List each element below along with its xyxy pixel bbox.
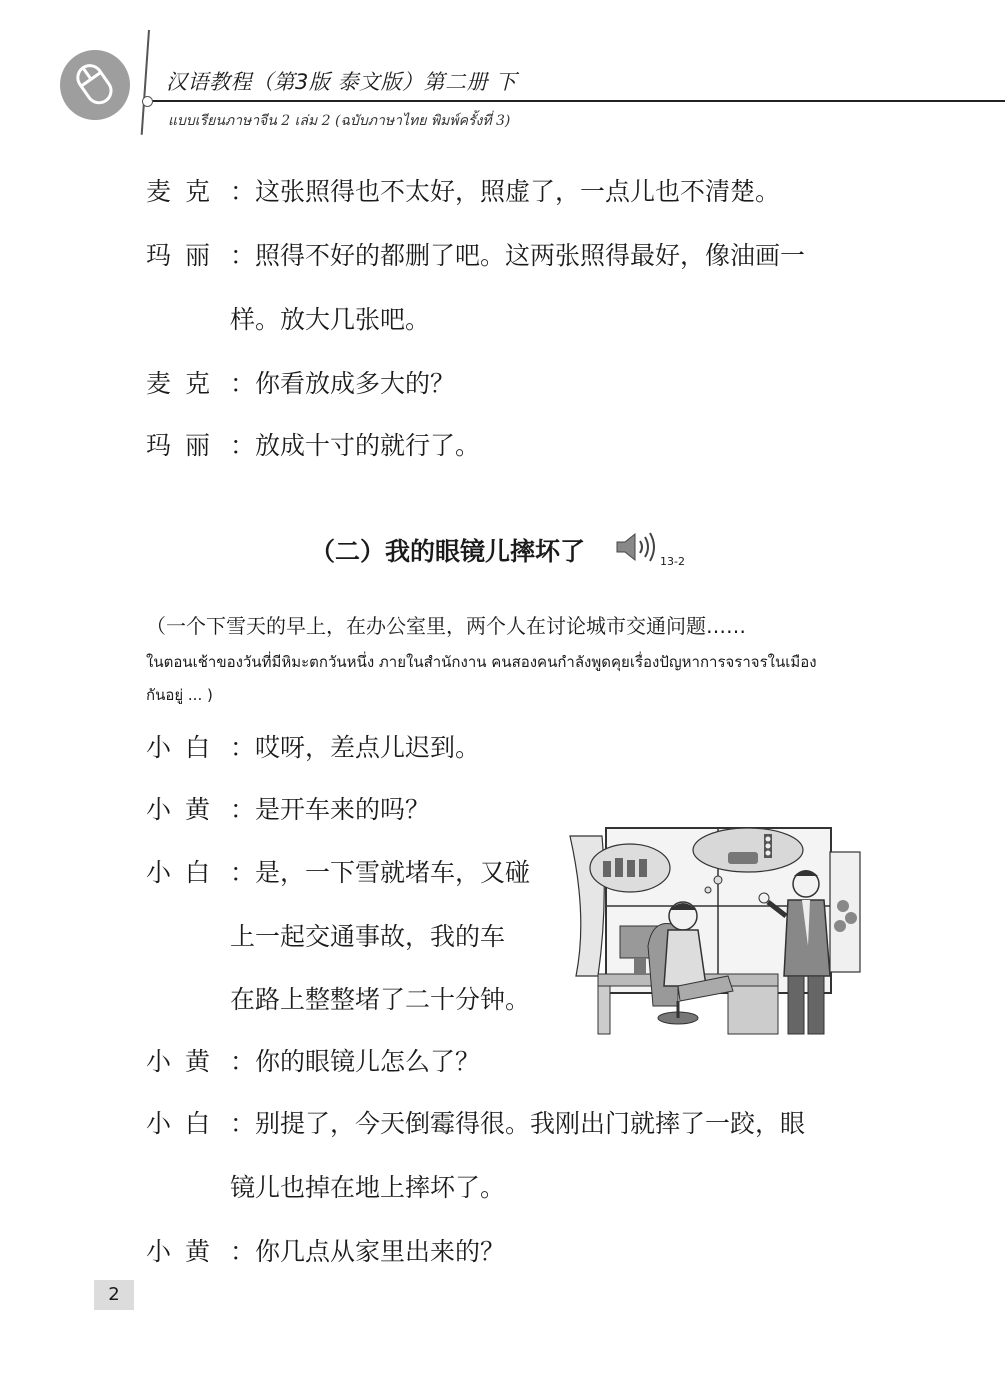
dialogue-text: 放成十寸的就行了。 bbox=[255, 431, 481, 460]
speaker-name: 小白 bbox=[146, 733, 225, 762]
dialogue-text: 你的眼镜儿怎么了？ bbox=[255, 1047, 481, 1076]
speaker-name: 麦克 bbox=[146, 177, 225, 206]
dialogue-text: 哎呀，差点儿迟到。 bbox=[255, 733, 481, 762]
dialogue-text: 是，一下雪就堵车，又碰 bbox=[255, 858, 531, 887]
scene-note-chinese: （一个下雪天的早上，在办公室里，两个人在讨论城市交通问题…… bbox=[146, 614, 746, 638]
dialogue-line: 麦克 ：这张照得也不太好，照虚了，一点儿也不清楚。 bbox=[146, 172, 780, 208]
speaker-name: 玛丽 bbox=[146, 431, 225, 460]
dialogue-line: 小白 ：哎呀，差点儿迟到。 bbox=[146, 728, 480, 764]
dialogue-text: 你看放成多大的？ bbox=[255, 369, 456, 398]
dialogue-continuation: 在路上整整堵了二十分钟。 bbox=[230, 985, 531, 1014]
dialogue-line: 小黄 ：你几点从家里出来的？ bbox=[146, 1232, 505, 1268]
dialogue-line: 小白 ：是，一下雪就堵车，又碰 bbox=[146, 853, 530, 889]
dialogue-line: 玛丽 ：放成十寸的就行了。 bbox=[146, 426, 480, 462]
header-vertical-line bbox=[141, 30, 150, 135]
dialogue-text: 照得不好的都删了吧。这两张照得最好，像油画一 bbox=[255, 241, 806, 270]
dialogue-continuation: 镜儿也掉在地上摔坏了。 bbox=[230, 1173, 506, 1202]
scene-note-thai: ในตอนเช้าของวันที่มีหิมะตกวันหนึ่ง ภายในสำนักงาน คนสองคนกำลังพูดคุยเรื่องปัญหาการจราจรในเมือง bbox=[146, 653, 817, 671]
office-illustration bbox=[568, 826, 864, 1036]
speaker-name: 小白 bbox=[146, 858, 225, 887]
mouse-icon bbox=[60, 50, 130, 120]
dialogue-line: 小黄 ：是开车来的吗？ bbox=[146, 790, 430, 826]
speaker-icon[interactable] bbox=[615, 530, 657, 564]
speaker-name: 小黄 bbox=[146, 1047, 225, 1076]
dialogue-continuation: 上一起交通事故，我的车 bbox=[230, 922, 506, 951]
dialogue-line: 玛丽 ：照得不好的都删了吧。这两张照得最好，像油画一 bbox=[146, 236, 805, 272]
scene-note-thai: กันอยู่ ... ) bbox=[146, 686, 213, 704]
book-title: 汉语教程（第3版 泰文版）第二册 下 bbox=[166, 70, 517, 94]
dialogue-text: 你几点从家里出来的？ bbox=[255, 1237, 506, 1266]
dialogue-text: 这张照得也不太好，照虚了，一点儿也不清楚。 bbox=[255, 177, 781, 206]
speaker-name: 玛丽 bbox=[146, 241, 225, 270]
speaker-name: 小黄 bbox=[146, 1237, 225, 1266]
dialogue-line: 小黄 ：你的眼镜儿怎么了？ bbox=[146, 1042, 480, 1078]
dialogue-text: 是开车来的吗？ bbox=[255, 795, 431, 824]
speaker-name: 小黄 bbox=[146, 795, 225, 824]
header-ring bbox=[142, 96, 153, 107]
dialogue-line: 小白 ：别提了，今天倒霉得很。我刚出门就摔了一跤，眼 bbox=[146, 1104, 805, 1140]
speaker-name: 小白 bbox=[146, 1109, 225, 1138]
page-number: 2 bbox=[94, 1280, 134, 1310]
speaker-name: 麦克 bbox=[146, 369, 225, 398]
section-title: （二）我的眼镜儿摔坏了 bbox=[310, 537, 586, 566]
logo bbox=[60, 50, 130, 120]
dialogue-continuation: 样。放大几张吧。 bbox=[230, 305, 431, 334]
header-rule bbox=[152, 100, 1005, 102]
dialogue-text: 别提了，今天倒霉得很。我刚出门就摔了一跤，眼 bbox=[255, 1109, 806, 1138]
audio-code: 13-2 bbox=[660, 555, 685, 568]
book-subtitle: แบบเรียนภาษาจีน 2 เล่ม 2 (ฉบับภาษาไทย พิมพ์ครั้งที่ 3) bbox=[168, 113, 511, 129]
dialogue-line: 麦克 ：你看放成多大的？ bbox=[146, 364, 455, 400]
